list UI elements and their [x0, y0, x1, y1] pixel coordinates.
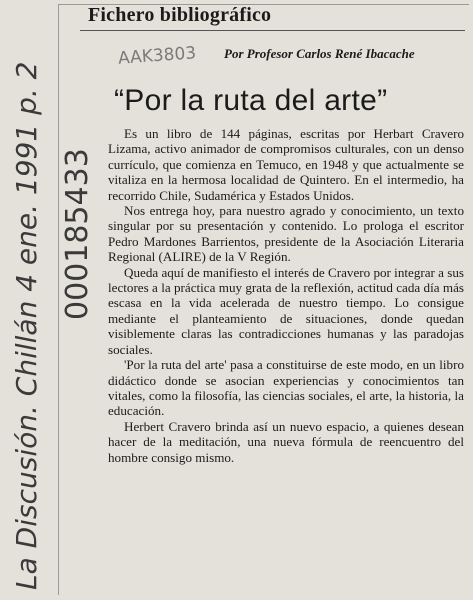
handwritten-source-note: La Discusión. Chillán 4 ene. 1991 p. 2	[10, 61, 43, 590]
paragraph-1: Es un libro de 144 páginas, escritas por Herbart Cravero Lizama, activo animador de compromisos culturales, con un denso currículo, que comienza en Temuco, en 1948 y que actualmente se vitaliza en la hermosa localidad de Quintero. En el intermedio, ha recorrido Chile, Sudamérica y Estados Unidos.	[108, 126, 464, 203]
article-headline: “Por la ruta del arte”	[114, 84, 388, 117]
handwritten-reference: AAK3803	[117, 43, 197, 69]
paragraph-4: 'Por la ruta del arte' pasa a constituirse de este modo, en un libro didáctico donde se asocian experiencias y conocimientos tan vitales, como la filosofía, las ciencias sociales, el arte, la historia, la educación.	[108, 357, 464, 419]
paragraph-5: Herbert Cravero brinda así un nuevo espacio, a quienes desean hacer de la meditación, una nueva fórmula de reencuentro del hombre consigo mismo.	[108, 418, 464, 465]
paragraph-2: Nos entrega hoy, para nuestro agrado y conocimiento, un texto singular por su presentación y contenido. Lo prologa el escritor Pedro Mardones Barrientos, presidente de la Asociación Literaria Regional (ALIRE) de la V Región.	[108, 203, 464, 265]
section-title: Fichero bibliográfico	[88, 4, 272, 26]
handwritten-catalog-code: 000185433	[60, 148, 95, 320]
article-body	[108, 126, 464, 465]
header-divider	[80, 30, 465, 31]
author-byline: Por Profesor Carlos René Ibacache	[224, 46, 415, 61]
paragraph-3: Queda aquí de manifiesto el interés de Cravero por integrar a sus lectores a la práctica muy grata de la reflexión, actitud cada día más escasa en la vida acelerada de nuestro tiempo. Lo consigue mediante el planteamiento de situaciones, donde quedan visiblemente claras las contradicciones humanas y las paradojas sociales.	[108, 264, 464, 357]
